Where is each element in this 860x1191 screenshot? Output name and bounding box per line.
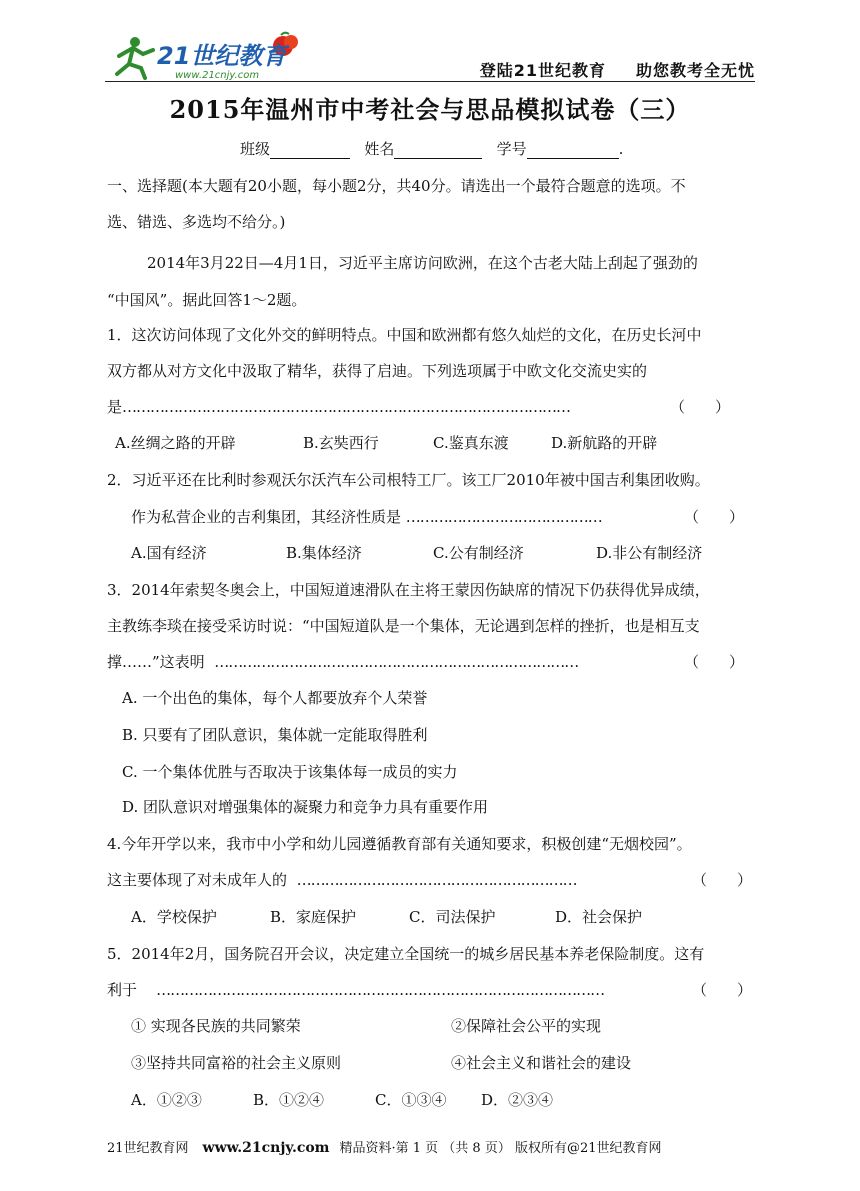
q3-option-a[interactable]: A. 一个出色的集体，每个人都要放弃个人荣誉 xyxy=(122,689,428,707)
section-heading-line2: 选、错选、多选均不给分。) xyxy=(107,213,286,231)
logo-graphic xyxy=(105,30,305,82)
q4-dots: …………………………………………………… xyxy=(296,871,577,889)
q3-option-d[interactable]: D. 团队意识对增强集体的凝聚力和竞争力具有重要作用 xyxy=(122,798,489,816)
q5-line2 xyxy=(107,980,604,1000)
q4-line1: 4.今年开学以来，我市中小学和幼儿园遵循教育部有关通知要求，积极创建“无烟校园”。 xyxy=(107,835,692,853)
q3-line3 xyxy=(107,652,578,672)
logo-text: 21世纪教育 xyxy=(157,42,287,70)
slogan-left: 登陆21世纪教育 xyxy=(479,61,606,80)
q1-line3-text: 是 xyxy=(107,398,123,416)
q1-options xyxy=(115,433,657,453)
q2-answer-paren[interactable]: （ ） xyxy=(684,508,745,526)
q3-option-c[interactable]: C. 一个集体优胜与否取决于该集体每一成员的实力 xyxy=(122,763,458,781)
q5-option-b[interactable]: B．①②④ xyxy=(253,1091,325,1109)
q2-option-d[interactable]: D.非公有制经济 xyxy=(596,544,703,562)
q2-option-c[interactable]: C.公有制经济 xyxy=(433,544,524,562)
q5-option-d[interactable]: D．②③④ xyxy=(481,1091,554,1109)
id-label: 学号 xyxy=(496,140,527,158)
q5-item-1: ① 实现各民族的共同繁荣 xyxy=(131,1017,301,1035)
q3-line1: 3．2014年索契冬奥会上，中国短道速滑队在主将王蒙因伤缺席的情况下仍获得优异成绩， xyxy=(107,581,710,599)
q5-line2-text: 利于 xyxy=(107,981,138,999)
header-slogan xyxy=(480,58,755,81)
q5-item-3: ③坚持共同富裕的社会主义原则 xyxy=(131,1054,342,1072)
q4-option-b[interactable]: B．家庭保护 xyxy=(270,908,357,926)
q3-line2: 主教练李琰在接受采访时说：“中国短道队是一个集体，无论遇到怎样的挫折，也是相互支 xyxy=(107,617,700,635)
page-header xyxy=(105,30,755,82)
footer-page-info: 精品资料·第 1 页 （共 8 页） 版权所有@21世纪教育网 xyxy=(339,1141,662,1156)
name-blank[interactable] xyxy=(394,142,482,159)
q1-dots: …………………………………………………………………………………… xyxy=(122,398,571,416)
student-info-line xyxy=(240,138,623,159)
q1-line2: 双方都从对方文化中汲取了精华，获得了启迪。下列选项属于中欧文化交流史实的 xyxy=(107,362,648,380)
q2-line2-text: 作为私营企业的吉利集团，其经济性质是 xyxy=(131,508,402,526)
class-label: 班级 xyxy=(240,140,271,158)
class-blank[interactable] xyxy=(270,142,350,159)
q5-answer-paren[interactable]: （ ） xyxy=(692,981,753,999)
q5-item-4: ④社会主义和谐社会的建设 xyxy=(451,1054,632,1072)
exam-title: 2015年温州市中考社会与思品模拟试卷（三） xyxy=(169,95,691,124)
q4-options xyxy=(131,907,642,927)
q1-option-c[interactable]: C.鉴真东渡 xyxy=(433,434,509,452)
slogan-right: 助您教考全无忧 xyxy=(635,61,755,80)
logo-url: www.21cnjy.com xyxy=(175,70,260,81)
intro-line2: “中国风”。据此回答1～2题。 xyxy=(107,291,307,309)
q4-answer-paren[interactable]: （ ） xyxy=(692,871,753,889)
q3-dots: …………………………………………………………………… xyxy=(214,653,579,671)
q2-line2 xyxy=(131,507,602,527)
page-footer xyxy=(107,1137,662,1156)
footer-site-link[interactable]: www.21cnjy.com xyxy=(202,1140,330,1156)
q5-options xyxy=(131,1090,553,1110)
id-blank[interactable] xyxy=(527,142,619,159)
q5-item-2: ②保障社会公平的实现 xyxy=(451,1017,602,1035)
q4-line2-text: 这主要体现了对未成年人的 xyxy=(107,871,288,889)
q1-option-a[interactable]: A.丝绸之路的开辟 xyxy=(115,434,236,452)
intro-line1: 2014年3月22日—4月1日，习近平主席访问欧洲，在这个古老大陆上刮起了强劲的 xyxy=(147,254,698,272)
q2-dots: …………………………………… xyxy=(405,508,602,526)
q1-line1: 1．这次访问体现了文化外交的鲜明特点。中国和欧洲都有悠久灿烂的文化，在历史长河中 xyxy=(107,326,702,344)
q4-line2 xyxy=(107,870,577,890)
header-divider xyxy=(105,81,755,82)
name-label: 姓名 xyxy=(364,140,395,158)
q4-option-c[interactable]: C．司法保护 xyxy=(409,908,496,926)
q3-line3-text: 撑……”这表明 xyxy=(107,653,205,671)
q4-option-a[interactable]: A．学校保护 xyxy=(131,908,217,926)
q2-line1: 2．习近平还在比利时参观沃尔沃汽车公司根特工厂。该工厂2010年被中国吉利集团收购。 xyxy=(107,471,710,489)
q5-dots: …………………………………………………………………………………… xyxy=(156,981,605,999)
site-logo[interactable] xyxy=(105,30,305,82)
q1-option-d[interactable]: D.新航路的开辟 xyxy=(551,434,658,452)
q1-option-b[interactable]: B.玄奘西行 xyxy=(303,434,379,452)
q2-options xyxy=(131,543,702,563)
q1-answer-paren[interactable]: （ ） xyxy=(670,398,731,416)
footer-left: 21世纪教育网 xyxy=(107,1141,189,1156)
q1-line3 xyxy=(107,397,570,417)
q5-option-c[interactable]: C．①③④ xyxy=(375,1091,447,1109)
q2-option-a[interactable]: A.国有经济 xyxy=(131,544,207,562)
q3-option-b[interactable]: B. 只要有了团队意识，集体就一定能取得胜利 xyxy=(122,726,428,744)
q3-answer-paren[interactable]: （ ） xyxy=(684,653,745,671)
q4-option-d[interactable]: D．社会保护 xyxy=(555,908,643,926)
q5-option-a[interactable]: A．①②③ xyxy=(131,1091,202,1109)
q2-option-b[interactable]: B.集体经济 xyxy=(286,544,362,562)
section-heading-line1: 一、选择题(本大题有20小题，每小题2分，共40分。请选出一个最符合题意的选项。不 xyxy=(107,177,686,195)
info-end-mark: . xyxy=(618,140,624,158)
q5-line1: 5．2014年2月，国务院召开会议，决定建立全国统一的城乡居民基本养老保险制度。这有 xyxy=(107,945,705,963)
